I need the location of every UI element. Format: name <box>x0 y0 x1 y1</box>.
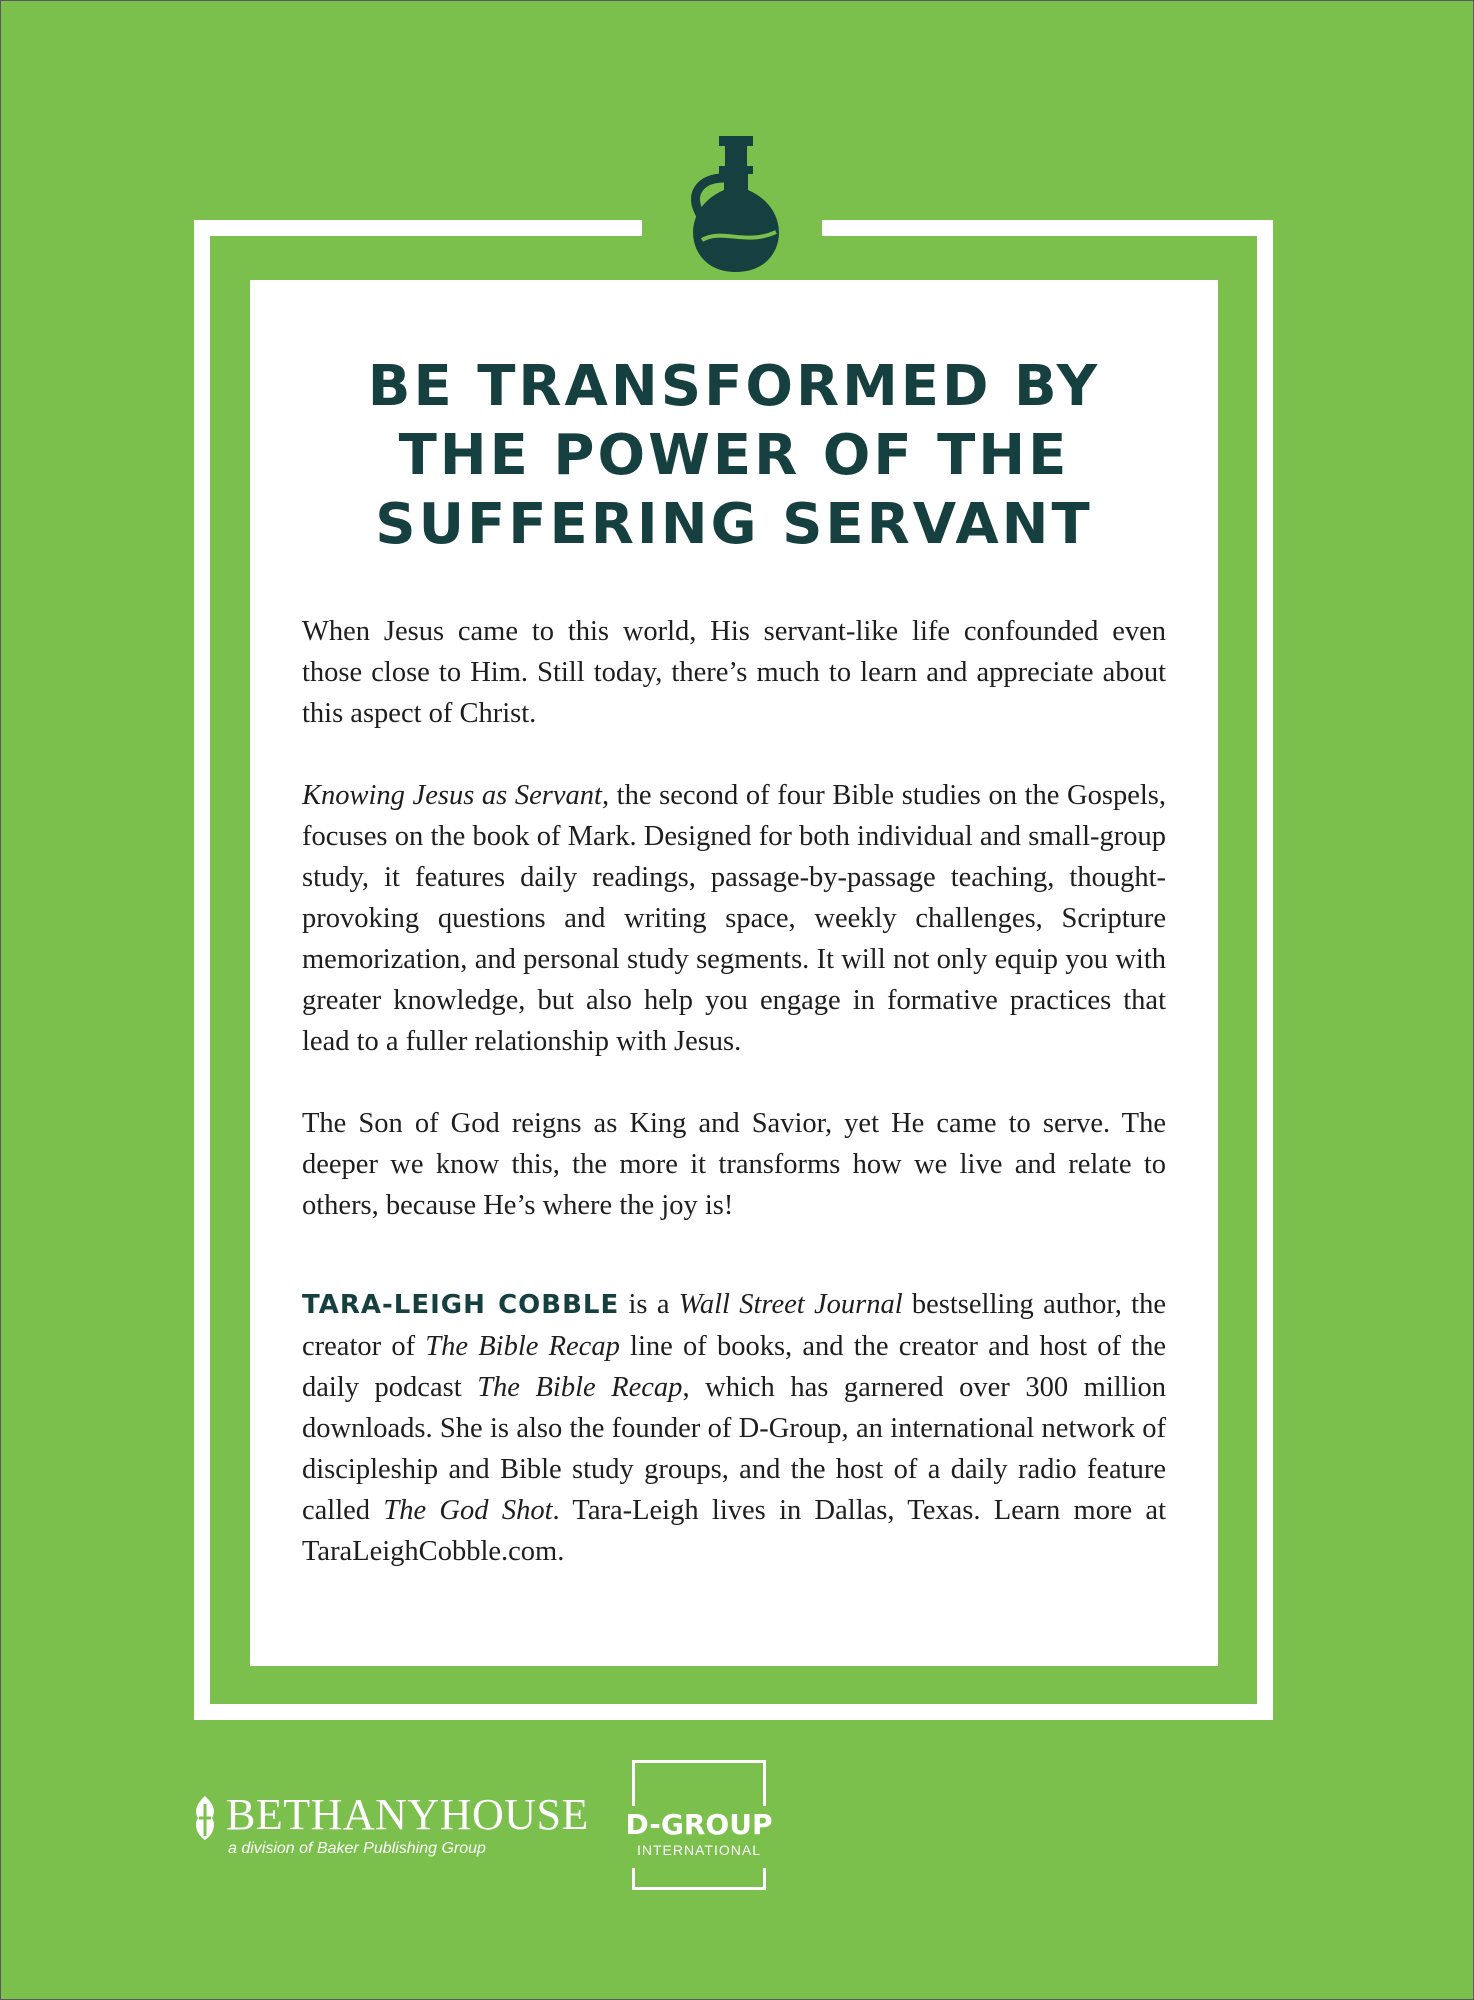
content-panel <box>250 280 1218 1666</box>
publisher-subtitle: a division of Baker Publishing Group <box>228 1840 486 1857</box>
oil-jug-icon <box>688 136 788 274</box>
headline-line-1: BE TRANSFORMED BY <box>367 354 1101 419</box>
bio-podcast: The Bible Recap <box>477 1372 683 1403</box>
bio-text-1: is a <box>619 1289 679 1320</box>
bethany-house-mark-icon <box>192 1796 218 1840</box>
frame-top-left <box>194 220 642 236</box>
author-name: TARA-LEIGH COBBLE <box>302 1290 620 1320</box>
bio-radio: The God Shot <box>383 1495 553 1526</box>
frame-left <box>194 220 210 1720</box>
bethany-house-logo <box>192 1790 589 1860</box>
bio-text-5: . Tara-Leigh lives in Dallas, Texas. Learn more at TaraLeighCobble.com. <box>302 1495 1166 1567</box>
paragraph-intro: When Jesus came to this world, His servant-like life confounded even those close to Him. Still today, there’s much to learn and appreciate about this aspect of Christ. <box>302 616 1166 729</box>
paragraph-description <box>302 775 1166 1062</box>
bio-text-4: , which has garnered over 300 million downloads. She is also the founder of D-Group, an international network of discipleship and Bible study groups, and the host of a daily radio feature called <box>302 1372 1167 1526</box>
frame-bottom <box>194 1704 1273 1720</box>
d-group-logo <box>625 1760 773 1890</box>
body-copy <box>302 611 1166 1572</box>
headline-line-3: SUFFERING SERVANT <box>375 492 1093 557</box>
paragraph-description-text: , the second of four Bible studies on the Gospels, focuses on the book of Mark. Designed for both individual and small-group study, it features daily readings, passage-by-passage teaching, thought-provoking questions and writing space, weekly challenges, Scripture memorization, and personal study segments. It will not only equip you with greater knowledge, but also help you engage in formative practices that lead to a fuller relationship with Jesus. <box>302 780 1166 1057</box>
paragraph-closing: The Son of God reigns as King and Savior, yet He came to serve. The deeper we know this, the more it transforms how we live and relate to others, because He’s where the joy is! <box>302 1108 1166 1221</box>
bio-wsj: Wall Street Journal <box>678 1289 903 1320</box>
bio-book-line: The Bible Recap <box>425 1331 620 1362</box>
publisher-name: BETHANYHOUSE <box>226 1790 589 1839</box>
book-title: Knowing Jesus as Servant <box>302 780 602 811</box>
headline-line-2: THE POWER OF THE <box>398 423 1070 488</box>
author-bio <box>302 1284 1166 1572</box>
headline <box>302 352 1166 559</box>
partner-name: D-GROUP <box>625 1808 773 1841</box>
bio-text-2: bestselling author, the creator of <box>302 1289 1166 1362</box>
frame-right <box>1257 220 1273 1720</box>
frame-top-right <box>822 220 1273 236</box>
partner-subtitle: INTERNATIONAL <box>637 1842 761 1858</box>
bio-text-3: line of books, and the creator and host of the daily podcast <box>302 1331 1166 1403</box>
